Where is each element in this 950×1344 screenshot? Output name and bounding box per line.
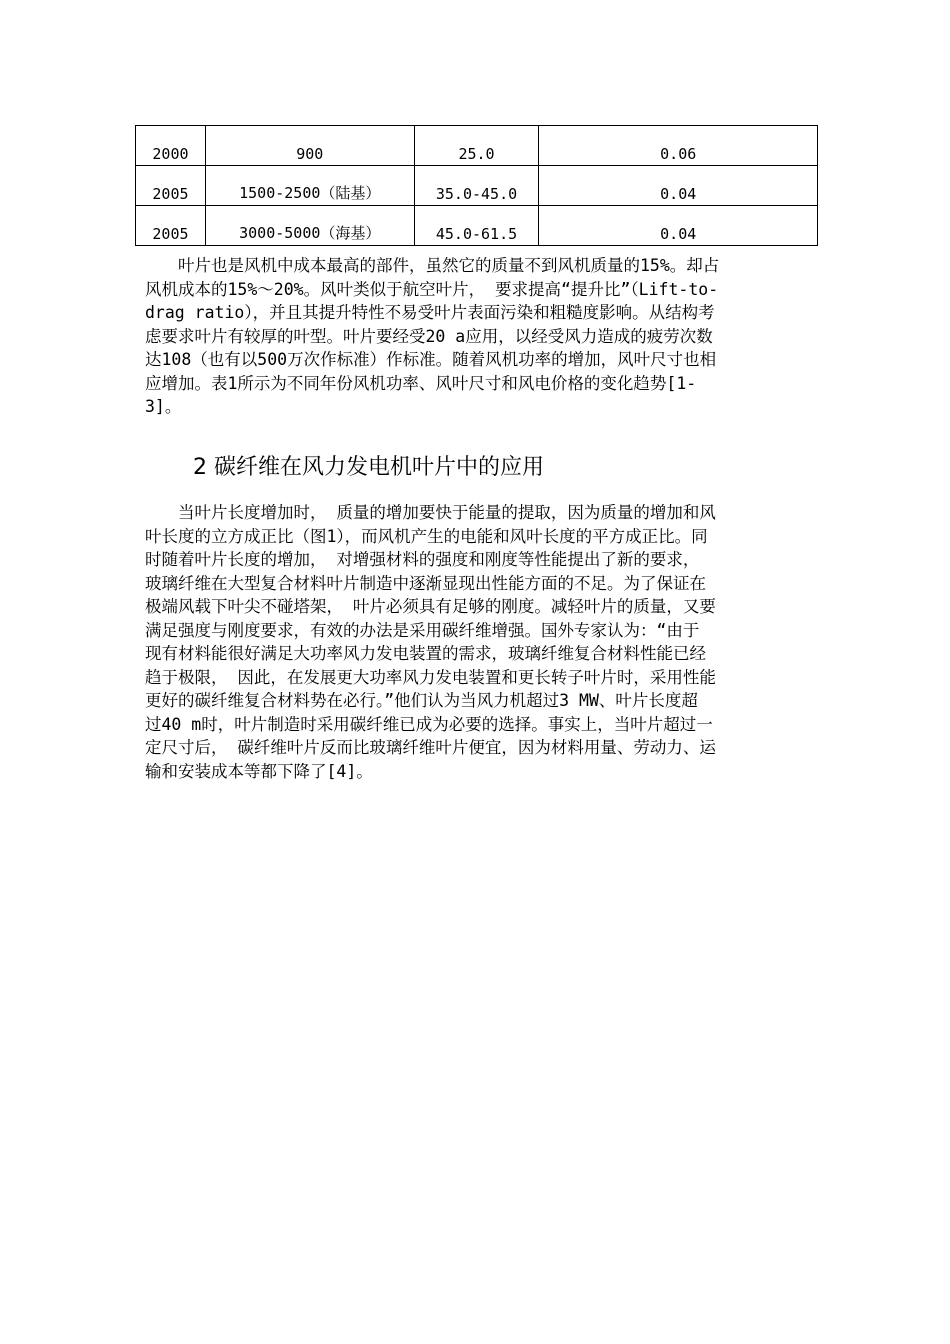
text-line: 满足强度与刚度要求，有效的办法是采用碳纤维增强。国外专家认为：“由于 (145, 620, 700, 640)
text-line: 极端风载下叶尖不碰塔架， 叶片必须具有足够的刚度。减轻叶片的质量，又要 (145, 597, 716, 616)
table-cell-year: 2005 (136, 166, 206, 206)
table-cell-price: 0.04 (539, 166, 818, 206)
text-line: 定尺寸后， 碳纤维叶片反而比玻璃纤维叶片便宜，因为材料用量、劳动力、运 (145, 738, 716, 757)
table-row (136, 166, 818, 206)
text-line: 风机成本的15%～20%。风叶类似于航空叶片， 要求提高“提升比”（Lift-to- (145, 279, 719, 299)
table-cell-blade-size: 45.0-61.5 (414, 206, 539, 246)
table-cell-price: 0.06 (539, 126, 818, 166)
text-line: 应增加。表1所示为不同年份风机功率、风叶尺寸和风电价格的变化趋势[1- (145, 373, 697, 393)
text-line: 趋于极限， 因此，在发展更大功率风力发电装置和更长转子叶片时，采用性能 (145, 667, 716, 687)
table-cell-year: 2005 (136, 206, 206, 246)
section-title: 2 碳纤维在风力发电机叶片中的应用 (193, 455, 544, 480)
paragraph-blade-cost (145, 254, 810, 419)
table-cell-price: 0.04 (539, 206, 818, 246)
text-line: drag ratio），并且其提升特性不易受叶片表面污染和粗糙度影响。从结构考 (145, 303, 715, 322)
text-line: 虑要求叶片有较厚的叶型。叶片要经受20 a应用，以经受风力造成的疲劳次数 (145, 326, 713, 346)
table-cell-power: 1500-2500（陆基） (205, 166, 414, 206)
text-line: 叶长度的立方成正比（图1），而风机产生的电能和风叶长度的平方成正比。同 (145, 526, 708, 546)
text-line: 更好的碳纤维复合材料势在必行。”他们认为当风力机超过3 MW、叶片长度超 (145, 691, 698, 710)
table-cell-blade-size: 25.0 (414, 126, 539, 166)
table-row (136, 206, 818, 246)
table-cell-power: 900 (205, 126, 414, 166)
text-line: 现有材料能很好满足大功率风力发电装置的需求，玻璃纤维复合材料性能已经 (145, 644, 706, 663)
text-line: 3]。 (145, 397, 182, 416)
paragraph-carbon-fiber (145, 501, 810, 783)
text-line: 当叶片长度增加时， 质量的增加要快于能量的提取，因为质量的增加和风 (145, 503, 716, 522)
table-cell-blade-size: 35.0-45.0 (414, 166, 539, 206)
text-line: 达108（也有以500万次作标准）作标准。随着风机功率的增加，风叶尺寸也相 (145, 350, 717, 369)
text-line: 玻璃纤维在大型复合材料叶片制造中逐渐显现出性能方面的不足。为了保证在 (145, 573, 706, 593)
table-cell-year: 2000 (136, 126, 206, 166)
table-row (136, 126, 818, 166)
table-cell-power: 3000-5000（海基） (205, 206, 414, 246)
text-line: 过40 m时，叶片制造时采用碳纤维已成为必要的选择。事实上，当叶片超过一 (145, 714, 713, 734)
text-line: 时随着叶片长度的增加， 对增强材料的强度和刚度等性能提出了新的要求， (145, 550, 700, 569)
trend-table (135, 125, 818, 246)
text-line: 叶片也是风机中成本最高的部件，虽然它的质量不到风机质量的15%。却占 (145, 256, 720, 275)
text-line: 输和安装成本等都下降了[4]。 (145, 761, 373, 781)
